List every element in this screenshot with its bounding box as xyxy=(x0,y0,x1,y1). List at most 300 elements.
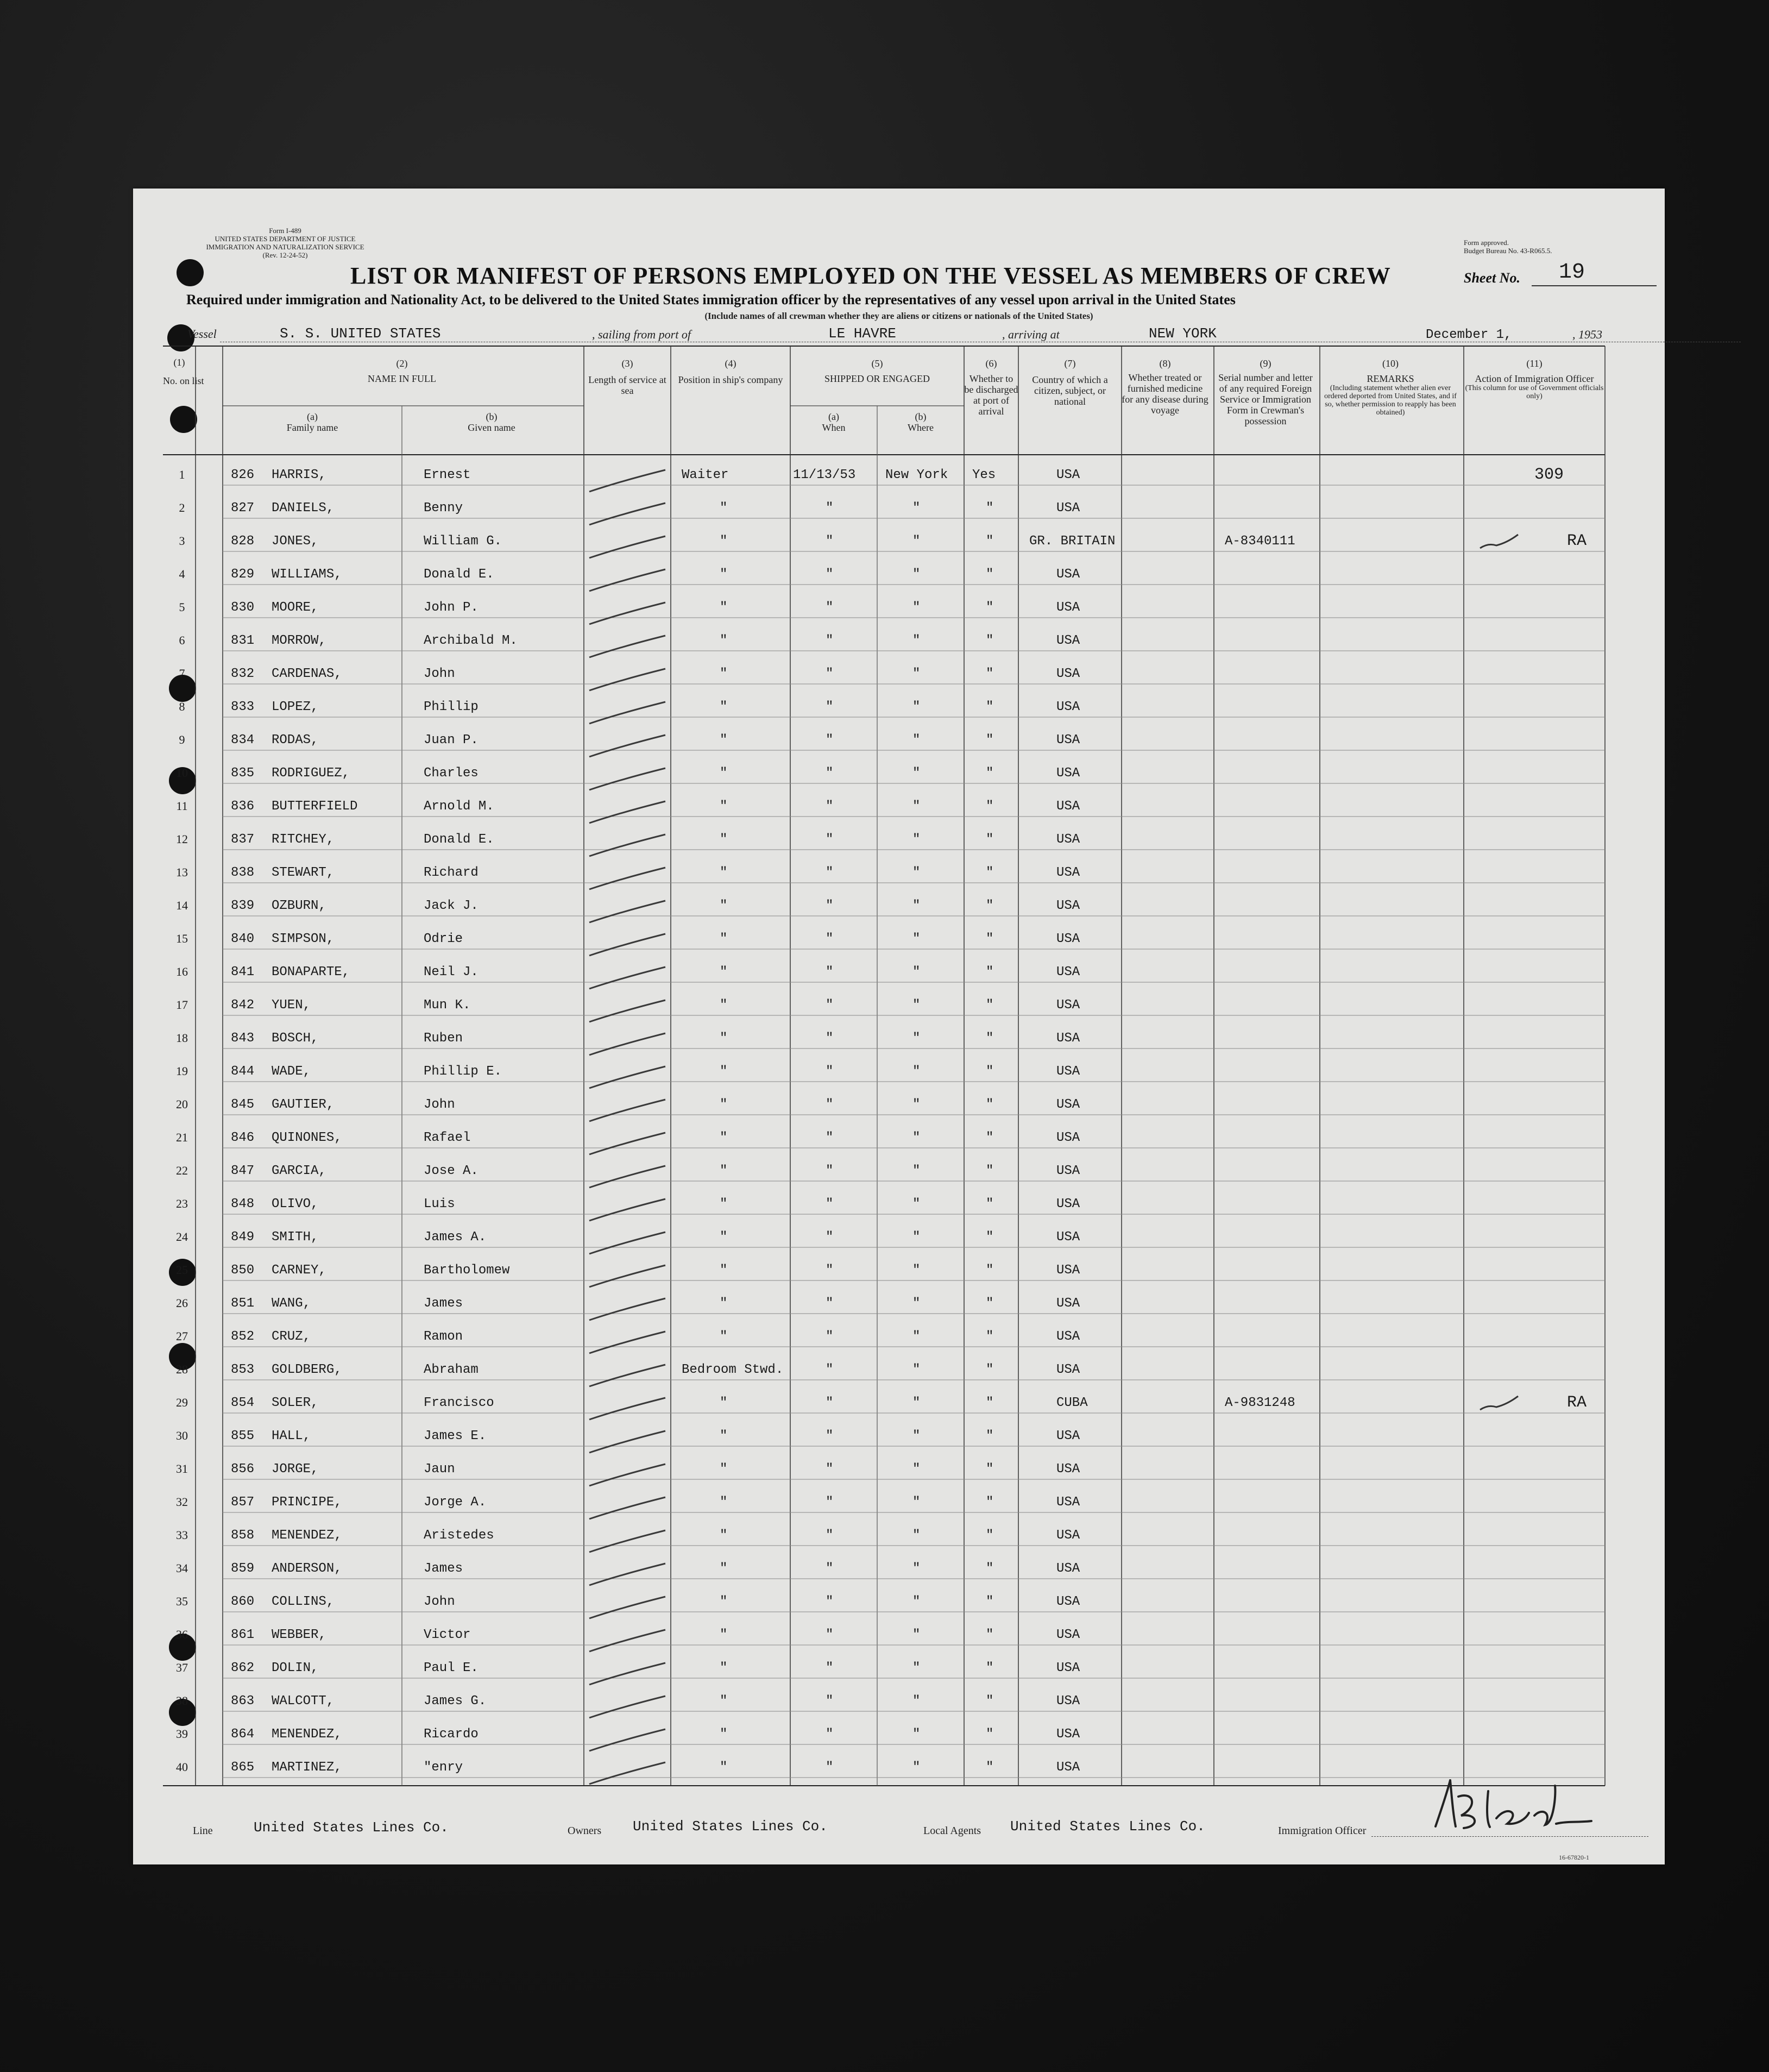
shipped-when: " xyxy=(826,1197,834,1211)
country: USA xyxy=(1056,1628,1080,1642)
crew-id: 856 xyxy=(231,1462,255,1477)
position: " xyxy=(720,633,728,648)
check-mark-icon xyxy=(1480,1396,1518,1410)
family-name: WILLIAMS, xyxy=(272,567,342,582)
discharged: " xyxy=(986,1230,994,1245)
row-number: 15 xyxy=(176,932,188,945)
shipped-where: " xyxy=(912,600,921,615)
shipped-when: " xyxy=(826,1097,834,1112)
crew-id: 863 xyxy=(231,1694,255,1709)
country: USA xyxy=(1056,1097,1080,1112)
shipped-where: " xyxy=(912,501,921,516)
crew-id: 832 xyxy=(231,667,255,681)
family-name: RITCHEY, xyxy=(272,832,335,847)
shipped-when: " xyxy=(826,799,834,814)
row-number: 34 xyxy=(176,1561,188,1575)
service-tick-mark xyxy=(589,1597,665,1618)
row-number: 39 xyxy=(176,1727,188,1741)
discharged: " xyxy=(986,534,994,549)
discharged: " xyxy=(986,1594,994,1609)
family-name: GARCIA, xyxy=(272,1164,326,1178)
shipped-when: 11/13/53 xyxy=(793,468,856,482)
country: USA xyxy=(1056,600,1080,615)
row-number: 40 xyxy=(176,1760,188,1774)
shipped-where: " xyxy=(912,766,921,781)
crew-id: 839 xyxy=(231,899,255,913)
given-name: Bartholomew xyxy=(424,1263,510,1278)
shipped-where: " xyxy=(912,1561,921,1576)
family-name: HARRIS, xyxy=(272,468,326,482)
position: " xyxy=(720,1396,728,1410)
crew-id: 846 xyxy=(231,1131,255,1145)
given-name: Richard xyxy=(424,865,479,880)
shipped-where: " xyxy=(912,1131,921,1145)
shipped-where: " xyxy=(912,865,921,880)
given-name: "enry xyxy=(424,1760,463,1775)
service-tick-mark xyxy=(589,1332,665,1353)
position: " xyxy=(720,1197,728,1211)
shipped-when: " xyxy=(826,1727,834,1742)
shipped-where: " xyxy=(912,1528,921,1543)
service-tick-mark xyxy=(589,1530,665,1552)
family-name: OLIVO, xyxy=(272,1197,319,1211)
shipped-where: " xyxy=(912,534,921,549)
family-name: CRUZ, xyxy=(272,1329,311,1344)
shipped-where: " xyxy=(912,667,921,681)
given-name: Jack J. xyxy=(424,899,479,913)
shipped-when: " xyxy=(826,534,834,549)
shipped-when: " xyxy=(826,1396,834,1410)
budget-bureau: Budget Bureau No. 43-R065.5. xyxy=(1464,247,1552,255)
form-approved: Form approved. xyxy=(1464,238,1509,247)
service-tick-mark xyxy=(589,1133,665,1154)
service-tick-mark xyxy=(589,1100,665,1121)
given-name: Phillip E. xyxy=(424,1064,502,1079)
service-tick-mark xyxy=(589,602,665,624)
sailing-port: LE HAVRE xyxy=(828,325,896,342)
discharged: " xyxy=(986,1429,994,1443)
country: USA xyxy=(1056,667,1080,681)
shipped-where: " xyxy=(912,1661,921,1675)
shipped-where: " xyxy=(912,1329,921,1344)
shipped-when: " xyxy=(826,1661,834,1675)
col-5b-header: (b) Where xyxy=(908,411,934,433)
service-tick-mark xyxy=(589,1431,665,1453)
service-tick-mark xyxy=(589,1696,665,1718)
shipped-where: " xyxy=(912,700,921,714)
row-number: 26 xyxy=(176,1296,188,1310)
country: USA xyxy=(1056,1363,1080,1377)
given-name: Paul E. xyxy=(424,1661,479,1675)
family-name: SOLER, xyxy=(272,1396,319,1410)
position: " xyxy=(720,1661,728,1675)
given-name: John P. xyxy=(424,600,479,615)
crew-id: 862 xyxy=(231,1661,255,1675)
given-name: Jose A. xyxy=(424,1164,479,1178)
shipped-where: " xyxy=(912,567,921,582)
service-tick-mark xyxy=(589,1199,665,1221)
position: " xyxy=(720,1628,728,1642)
discharged: " xyxy=(986,501,994,516)
row-number: 2 xyxy=(179,501,185,514)
discharged: " xyxy=(986,1661,994,1675)
position: " xyxy=(720,1097,728,1112)
family-name: CARNEY, xyxy=(272,1263,326,1278)
service-tick-mark xyxy=(589,834,665,856)
subtitle: Required under immigration and Nationality Act, to be delivered to the United States immigration officer by the representatives of any vessel upon arrival in the United States xyxy=(186,292,1236,307)
shipped-where: " xyxy=(912,1296,921,1311)
row-number: 21 xyxy=(176,1131,188,1144)
shipped-when: " xyxy=(826,965,834,980)
given-name: Mun K. xyxy=(424,998,471,1013)
form-id-block xyxy=(204,227,367,259)
crew-id: 853 xyxy=(231,1363,255,1377)
crew-id: 841 xyxy=(231,965,255,980)
shipped-where: " xyxy=(912,1429,921,1443)
shipped-when: " xyxy=(826,1495,834,1510)
discharged: " xyxy=(986,733,994,748)
shipped-where: " xyxy=(912,932,921,946)
given-name: Luis xyxy=(424,1197,455,1211)
service-tick-mark xyxy=(589,1564,665,1585)
discharged: " xyxy=(986,1363,994,1377)
col-2b-header: (b) Given name xyxy=(468,411,515,433)
approval-block xyxy=(1464,238,1552,255)
country: USA xyxy=(1056,1528,1080,1543)
shipped-when: " xyxy=(826,1263,834,1278)
service-tick-mark xyxy=(589,1166,665,1188)
shipped-where: " xyxy=(912,1164,921,1178)
shipped-when: " xyxy=(826,766,834,781)
discharged: " xyxy=(986,1097,994,1112)
subtitle-note: (Include names of all crewman whether they are aliens or citizens or nationals of the United States) xyxy=(704,311,1093,321)
service-tick-mark xyxy=(589,735,665,757)
service-tick-mark xyxy=(589,1729,665,1751)
shipped-when: " xyxy=(826,667,834,681)
shipped-when: " xyxy=(826,832,834,847)
discharged: " xyxy=(986,899,994,913)
revision: (Rev. 12-24-52) xyxy=(262,251,308,259)
shipped-when: " xyxy=(826,501,834,516)
family-name: BUTTERFIELD xyxy=(272,799,358,814)
family-name: SMITH, xyxy=(272,1230,319,1245)
row-number: 18 xyxy=(176,1031,188,1045)
discharged: " xyxy=(986,700,994,714)
shipped-when: " xyxy=(826,865,834,880)
position: " xyxy=(720,1230,728,1245)
country: USA xyxy=(1056,1661,1080,1675)
row-number: 14 xyxy=(176,899,188,912)
owners-company: United States Lines Co. xyxy=(633,1818,828,1835)
shipped-when: " xyxy=(826,1528,834,1543)
col-5-header: (5) SHIPPED OR ENGAGED xyxy=(824,358,930,384)
crew-id: 838 xyxy=(231,865,255,880)
given-name: Victor xyxy=(424,1628,471,1642)
given-name: James G. xyxy=(424,1694,487,1709)
discharged: Yes xyxy=(972,468,996,482)
shipped-where: " xyxy=(912,633,921,648)
row-number: 1 xyxy=(179,468,185,481)
country: GR. BRITAIN xyxy=(1029,534,1116,549)
position: " xyxy=(720,1495,728,1510)
col-11-header: (11) Action of Immigration Officer (This column for use of Government officials only) xyxy=(1465,358,1604,400)
family-name: BOSCH, xyxy=(272,1031,319,1046)
given-name: Donald E. xyxy=(424,567,494,582)
given-name: Charles xyxy=(424,766,479,781)
shipped-when: " xyxy=(826,1329,834,1344)
service-tick-mark xyxy=(589,1630,665,1652)
given-name: Donald E. xyxy=(424,832,494,847)
position: " xyxy=(720,1760,728,1775)
crew-id: 860 xyxy=(231,1594,255,1609)
given-name: Rafael xyxy=(424,1131,471,1145)
given-name: Odrie xyxy=(424,932,463,946)
service-tick-mark xyxy=(589,1298,665,1320)
row-number: 4 xyxy=(179,567,185,581)
shipped-where: " xyxy=(912,799,921,814)
family-name: PRINCIPE, xyxy=(272,1495,342,1510)
row-number: 27 xyxy=(176,1329,188,1343)
country: USA xyxy=(1056,1594,1080,1609)
shipped-when: " xyxy=(826,1131,834,1145)
given-name: John xyxy=(424,1594,455,1609)
country: USA xyxy=(1056,501,1080,516)
crew-id: 829 xyxy=(231,567,255,582)
service-tick-mark xyxy=(589,1000,665,1022)
service-tick-mark xyxy=(589,934,665,956)
discharged: " xyxy=(986,1694,994,1709)
shipped-where: " xyxy=(912,1462,921,1477)
country: USA xyxy=(1056,1131,1080,1145)
given-name: James xyxy=(424,1296,463,1311)
shipped-where: " xyxy=(912,1031,921,1046)
country: USA xyxy=(1056,766,1080,781)
crew-id: 857 xyxy=(231,1495,255,1510)
shipped-where: " xyxy=(912,1230,921,1245)
discharged: " xyxy=(986,998,994,1013)
col-2a-header: (a) Family name xyxy=(286,411,338,433)
country: USA xyxy=(1056,1296,1080,1311)
agents-label: Local Agents xyxy=(923,1825,981,1837)
crew-id: 842 xyxy=(231,998,255,1013)
shipped-when: " xyxy=(826,1031,834,1046)
position: " xyxy=(720,600,728,615)
family-name: BONAPARTE, xyxy=(272,965,350,980)
shipped-where: " xyxy=(912,1594,921,1609)
position: " xyxy=(720,667,728,681)
discharged: " xyxy=(986,932,994,946)
owners-label: Owners xyxy=(568,1825,602,1837)
family-name: CARDENAS, xyxy=(272,667,342,681)
family-name: MENENDEZ, xyxy=(272,1528,342,1543)
row-number: 32 xyxy=(176,1495,188,1509)
shipped-when: " xyxy=(826,1429,834,1443)
shipped-where: " xyxy=(912,1495,921,1510)
sheet-label: Sheet No. xyxy=(1464,270,1520,286)
service-tick-mark xyxy=(589,536,665,558)
discharged: " xyxy=(986,1396,994,1410)
position: " xyxy=(720,501,728,516)
position: " xyxy=(720,1031,728,1046)
shipped-when: " xyxy=(826,600,834,615)
arrival-year: , 1953 xyxy=(1572,328,1602,341)
crew-id: 854 xyxy=(231,1396,255,1410)
shipped-where: " xyxy=(912,1097,921,1112)
given-name: John xyxy=(424,667,455,681)
family-name: JONES, xyxy=(272,534,319,549)
service-tick-mark xyxy=(589,1365,665,1386)
col-7-header: (7) Country of which a citizen, subject, or national xyxy=(1032,358,1108,407)
immigration-officer-label: Immigration Officer xyxy=(1278,1825,1367,1837)
discharged: " xyxy=(986,1329,994,1344)
service-tick-mark xyxy=(589,702,665,724)
discharged: " xyxy=(986,1197,994,1211)
department: UNITED STATES DEPARTMENT OF JUSTICE xyxy=(215,235,356,243)
given-name: Jaun xyxy=(424,1462,455,1477)
family-name: GAUTIER, xyxy=(272,1097,335,1112)
position: " xyxy=(720,1131,728,1145)
given-name: Ricardo xyxy=(424,1727,479,1742)
country: USA xyxy=(1056,1197,1080,1211)
crew-id: 847 xyxy=(231,1164,255,1178)
shipped-where: " xyxy=(912,1064,921,1079)
shipped-where: " xyxy=(912,965,921,980)
family-name: WEBBER, xyxy=(272,1628,326,1642)
position: " xyxy=(720,1594,728,1609)
crew-id: 864 xyxy=(231,1727,255,1742)
crew-id: 852 xyxy=(231,1329,255,1344)
service: IMMIGRATION AND NATURALIZATION SERVICE xyxy=(206,243,364,251)
discharged: " xyxy=(986,1727,994,1742)
position: " xyxy=(720,1263,728,1278)
given-name: James E. xyxy=(424,1429,487,1443)
discharged: " xyxy=(986,667,994,681)
row-number: 17 xyxy=(176,998,188,1012)
given-name: Ruben xyxy=(424,1031,463,1046)
row-number: 13 xyxy=(176,865,188,879)
shipped-when: " xyxy=(826,1760,834,1775)
position: " xyxy=(720,865,728,880)
crew-id: 830 xyxy=(231,600,255,615)
shipped-where: " xyxy=(912,1727,921,1742)
position: " xyxy=(720,766,728,781)
family-name: YUEN, xyxy=(272,998,311,1013)
row-number: 24 xyxy=(176,1230,188,1244)
service-tick-mark xyxy=(589,1762,665,1784)
shipped-where: " xyxy=(912,1396,921,1410)
crew-id: 855 xyxy=(231,1429,255,1443)
given-name: Ernest xyxy=(424,468,471,482)
shipped-when: " xyxy=(826,899,834,913)
arrival-date: December 1, xyxy=(1426,328,1512,342)
line-label: Line xyxy=(193,1825,213,1837)
row-number: 33 xyxy=(176,1528,188,1542)
shipped-when: " xyxy=(826,932,834,946)
row-number: 7 xyxy=(179,667,185,680)
country: CUBA xyxy=(1056,1396,1088,1410)
sheet-number: 19 xyxy=(1559,260,1585,285)
shipped-when: " xyxy=(826,733,834,748)
print-code: 16-67820-1 xyxy=(1559,1854,1589,1861)
col-2-header: (2) NAME IN FULL xyxy=(368,358,436,384)
col-9-header: (9) Serial number and letter of any required Foreign Service or Immigration Form in Crewman's possession xyxy=(1218,358,1313,426)
given-name: Aristedes xyxy=(424,1528,494,1543)
service-tick-mark xyxy=(589,768,665,790)
shipped-where: New York xyxy=(885,468,948,482)
position: " xyxy=(720,965,728,980)
form-serial: A-9831248 xyxy=(1225,1396,1295,1410)
given-name: Jorge A. xyxy=(424,1495,487,1510)
discharged: " xyxy=(986,965,994,980)
family-name: SIMPSON, xyxy=(272,932,335,946)
crew-id: 835 xyxy=(231,766,255,781)
given-name: Abraham xyxy=(424,1363,479,1377)
service-tick-mark xyxy=(589,1232,665,1254)
crew-id: 826 xyxy=(231,468,255,482)
form-number: Form I-489 xyxy=(269,227,301,235)
crew-id: 843 xyxy=(231,1031,255,1046)
discharged: " xyxy=(986,1528,994,1543)
given-name: Ramon xyxy=(424,1329,463,1344)
family-name: RODRIGUEZ, xyxy=(272,766,350,781)
service-tick-mark xyxy=(589,1497,665,1519)
country: USA xyxy=(1056,1263,1080,1278)
row-number: 20 xyxy=(176,1097,188,1111)
officer-action: RA xyxy=(1567,1393,1587,1412)
service-tick-mark xyxy=(589,503,665,525)
discharged: " xyxy=(986,1628,994,1642)
position: " xyxy=(720,1164,728,1178)
row-number: 12 xyxy=(176,832,188,846)
service-tick-mark xyxy=(589,669,665,690)
row-number: 22 xyxy=(176,1164,188,1177)
discharged: " xyxy=(986,865,994,880)
discharged: " xyxy=(986,832,994,847)
country: USA xyxy=(1056,932,1080,946)
family-name: LOPEZ, xyxy=(272,700,319,714)
row-number: 31 xyxy=(176,1462,188,1475)
shipped-where: " xyxy=(912,1197,921,1211)
country: USA xyxy=(1056,1329,1080,1344)
position: " xyxy=(720,1329,728,1344)
position: Waiter xyxy=(682,468,729,482)
shipped-where: " xyxy=(912,899,921,913)
col-8-header: (8) Whether treated or furnished medicine for any disease during voyage xyxy=(1122,358,1208,416)
country: USA xyxy=(1056,1429,1080,1443)
service-tick-mark xyxy=(589,967,665,989)
row-number: 37 xyxy=(176,1661,188,1674)
service-tick-mark xyxy=(589,1663,665,1685)
officer-signature xyxy=(1426,1775,1600,1835)
shipped-when: " xyxy=(826,1462,834,1477)
country: USA xyxy=(1056,1031,1080,1046)
crew-id: 836 xyxy=(231,799,255,814)
family-name: DANIELS, xyxy=(272,501,335,516)
shipped-when: " xyxy=(826,633,834,648)
discharged: " xyxy=(986,633,994,648)
family-name: WANG, xyxy=(272,1296,311,1311)
service-tick-mark xyxy=(589,1398,665,1420)
shipped-when: " xyxy=(826,1694,834,1709)
family-name: MENENDEZ, xyxy=(272,1727,342,1742)
col-5a-header: (a) When xyxy=(822,411,846,433)
position: " xyxy=(720,1296,728,1311)
crew-id: 828 xyxy=(231,534,255,549)
country: USA xyxy=(1056,1495,1080,1510)
discharged: " xyxy=(986,1495,994,1510)
shipped-when: " xyxy=(826,998,834,1013)
position: " xyxy=(720,1064,728,1079)
